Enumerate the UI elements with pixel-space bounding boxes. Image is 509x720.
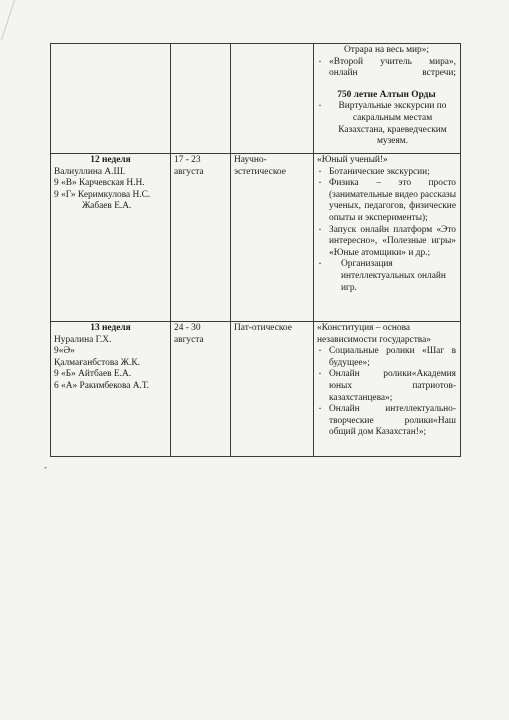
person-name: 9 «В» Карчевская Н.Н. xyxy=(54,178,145,189)
direction-text: Научно-эстетическое xyxy=(234,155,286,177)
activity-title: «Конституция – основа независимости государства» xyxy=(317,323,431,345)
direction-text: Пат-отическое xyxy=(234,323,292,333)
list-item: · Виртуальные экскурсии по сакральным местам Казахстана, краеведческим музеям. xyxy=(317,101,456,147)
direction-cell xyxy=(231,322,314,457)
table-row xyxy=(51,44,461,154)
activities-cell xyxy=(314,154,461,322)
activity-title: «Юный ученый!» xyxy=(317,155,388,165)
person-name: Нуралина Г.Х. xyxy=(54,334,112,345)
dates-text: 24 - 30 августа xyxy=(174,323,204,345)
list-item: · Ботанические экскурсии; xyxy=(317,167,456,179)
direction-cell xyxy=(231,154,314,322)
person-name: 9«Ә» xyxy=(54,346,75,357)
dates-cell xyxy=(171,322,231,457)
person-name: Қалмағанбстова Ж.К. xyxy=(54,357,140,368)
plan-table xyxy=(50,43,461,457)
person-name: 9 «Б» Айтбаев Е.А. xyxy=(54,369,132,380)
table-row xyxy=(51,154,461,322)
responsible-cell xyxy=(51,322,171,457)
direction-cell xyxy=(231,44,314,154)
list-item: · Онлайн ролики«Академия юных патриотов-казахстанцева»; xyxy=(317,369,456,404)
activities-cell xyxy=(314,44,461,154)
person-name: Жабаев Е.А. xyxy=(82,201,132,212)
dates-text: 17 - 23 августа xyxy=(174,155,204,177)
dates-cell xyxy=(171,44,231,154)
person-name: 9 «Г» Керимкулова Н.С. xyxy=(54,189,151,200)
list-item: · Социальные ролики «Шаг в будущее»; xyxy=(317,346,456,369)
activity-list xyxy=(317,57,456,80)
activity-list xyxy=(317,167,456,295)
section-title: 750 летие Алтын Орды xyxy=(337,89,436,100)
week-label: 13 неделя xyxy=(90,323,131,333)
table-row xyxy=(51,322,461,457)
activity-list xyxy=(317,346,456,439)
section-list xyxy=(317,101,456,147)
list-item: · Организация интеллектуальных онлайн игр. xyxy=(317,259,456,294)
activity-intro: Отрара на весь мир»; xyxy=(343,45,430,55)
responsible-cell xyxy=(51,44,171,154)
list-item: · Физика – это просто (занимательные видео рассказы ученых, педагогов, физические опыты и эксперименты); xyxy=(317,178,456,224)
stray-mark: - xyxy=(44,462,47,472)
week-label: 12 неделя xyxy=(90,155,131,165)
person-name: 6 «А» Ракимбекова А.Т. xyxy=(54,380,150,391)
dates-cell xyxy=(171,154,231,322)
responsible-cell xyxy=(51,154,171,322)
list-item: · Онлайн интеллектуально-творческие ролики«Наш общий дом Казахстан!»; xyxy=(317,404,456,439)
activities-cell xyxy=(314,322,461,457)
list-item: · Запуск онлайн платформ «Это интересно», «Полезные игры» «Юные атомщики» и др.; xyxy=(317,225,456,260)
page-fold-mark xyxy=(0,0,15,40)
list-item: · «Второй учитель мира», онлайн встречи; xyxy=(317,57,456,80)
person-name: Валиуллина А.Ш. xyxy=(54,166,126,177)
